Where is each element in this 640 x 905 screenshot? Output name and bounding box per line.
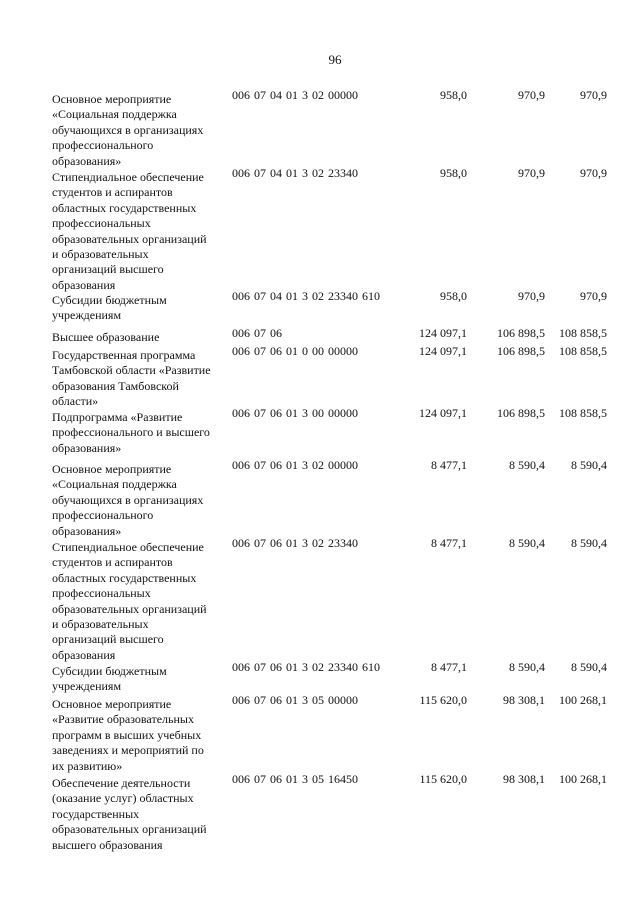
row-code: 006 07 04 01 3 02 23340 [232, 166, 358, 180]
row-value-3: 100 268,1 [559, 772, 607, 786]
row-name: Подпрограмма «Развитие профессионального и высшего образования» [52, 410, 210, 455]
row-code: 006 07 06 01 3 05 16450 [232, 772, 358, 786]
row-value-1: 8 477,1 [431, 458, 467, 472]
row-value-1: 124 097,1 [419, 326, 467, 340]
row-value-1: 8 477,1 [431, 660, 467, 674]
row-value-2: 98 308,1 [503, 693, 545, 707]
row-value-2: 8 590,4 [509, 660, 545, 674]
row-value-1: 8 477,1 [431, 536, 467, 550]
row-code: 006 07 06 01 3 02 23340 610 [232, 660, 380, 674]
row-name: Стипендиальное обеспечение студентов и аспирантов областных государственных профессиональных образовательных организаций и образовательных организаций высшего образования [52, 170, 207, 292]
row-value-3: 8 590,4 [571, 536, 607, 550]
row-value-2: 8 590,4 [509, 458, 545, 472]
row-value-2: 106 898,5 [497, 326, 545, 340]
page-number: 96 [328, 52, 342, 67]
row-name: Высшее образование [52, 330, 160, 344]
row-value-2: 970,9 [518, 289, 545, 303]
row-name: Основное мероприятие «Развитие образовательных программ в высших учебных заведениях и мероприятий по их развитию» [52, 697, 204, 773]
row-code: 006 07 06 01 3 02 23340 [232, 536, 358, 550]
row-code: 006 07 06 [232, 326, 282, 340]
row-name: Основное мероприятие «Социальная поддержка обучающихся в организациях профессионального образования» [52, 462, 204, 538]
row-code: 006 07 06 01 3 00 00000 [232, 406, 358, 420]
row-value-3: 8 590,4 [571, 660, 607, 674]
row-value-1: 124 097,1 [419, 344, 467, 358]
row-value-1: 958,0 [440, 166, 467, 180]
row-value-1: 958,0 [440, 289, 467, 303]
row-value-3: 970,9 [580, 289, 607, 303]
row-code: 006 07 06 01 3 02 00000 [232, 458, 358, 472]
row-value-3: 100 268,1 [559, 693, 607, 707]
row-value-3: 8 590,4 [571, 458, 607, 472]
row-name: Стипендиальное обеспечение студентов и аспирантов областных государственных профессиональных образовательных организаций и образовательных организаций высшего образования [52, 540, 207, 662]
row-value-1: 115 620,0 [419, 693, 467, 707]
row-name: Субсидии бюджетным учреждениям [52, 293, 167, 323]
row-name: Субсидии бюджетным учреждениям [52, 664, 167, 694]
row-value-1: 958,0 [440, 88, 467, 102]
row-code: 006 07 06 01 3 05 00000 [232, 693, 358, 707]
row-value-1: 115 620,0 [419, 772, 467, 786]
row-value-3: 108 858,5 [559, 326, 607, 340]
row-name: Государственная программа Тамбовской области «Развитие образования Тамбовской области» [52, 348, 211, 409]
row-value-3: 970,9 [580, 88, 607, 102]
row-value-3: 108 858,5 [559, 406, 607, 420]
row-code: 006 07 04 01 3 02 00000 [232, 88, 358, 102]
row-value-2: 106 898,5 [497, 406, 545, 420]
row-value-2: 970,9 [518, 88, 545, 102]
row-value-3: 108 858,5 [559, 344, 607, 358]
row-name: Обеспечение деятельности (оказание услуг) областных государственных образовательных организаций высшего образования [52, 776, 207, 852]
row-value-2: 106 898,5 [497, 344, 545, 358]
row-value-1: 124 097,1 [419, 406, 467, 420]
row-code: 006 07 06 01 0 00 00000 [232, 344, 358, 358]
row-code: 006 07 04 01 3 02 23340 610 [232, 289, 380, 303]
row-value-2: 970,9 [518, 166, 545, 180]
row-value-2: 98 308,1 [503, 772, 545, 786]
row-value-3: 970,9 [580, 166, 607, 180]
row-value-2: 8 590,4 [509, 536, 545, 550]
row-name: Основное мероприятие «Социальная поддержка обучающихся в организациях профессионального образования» [52, 92, 204, 168]
